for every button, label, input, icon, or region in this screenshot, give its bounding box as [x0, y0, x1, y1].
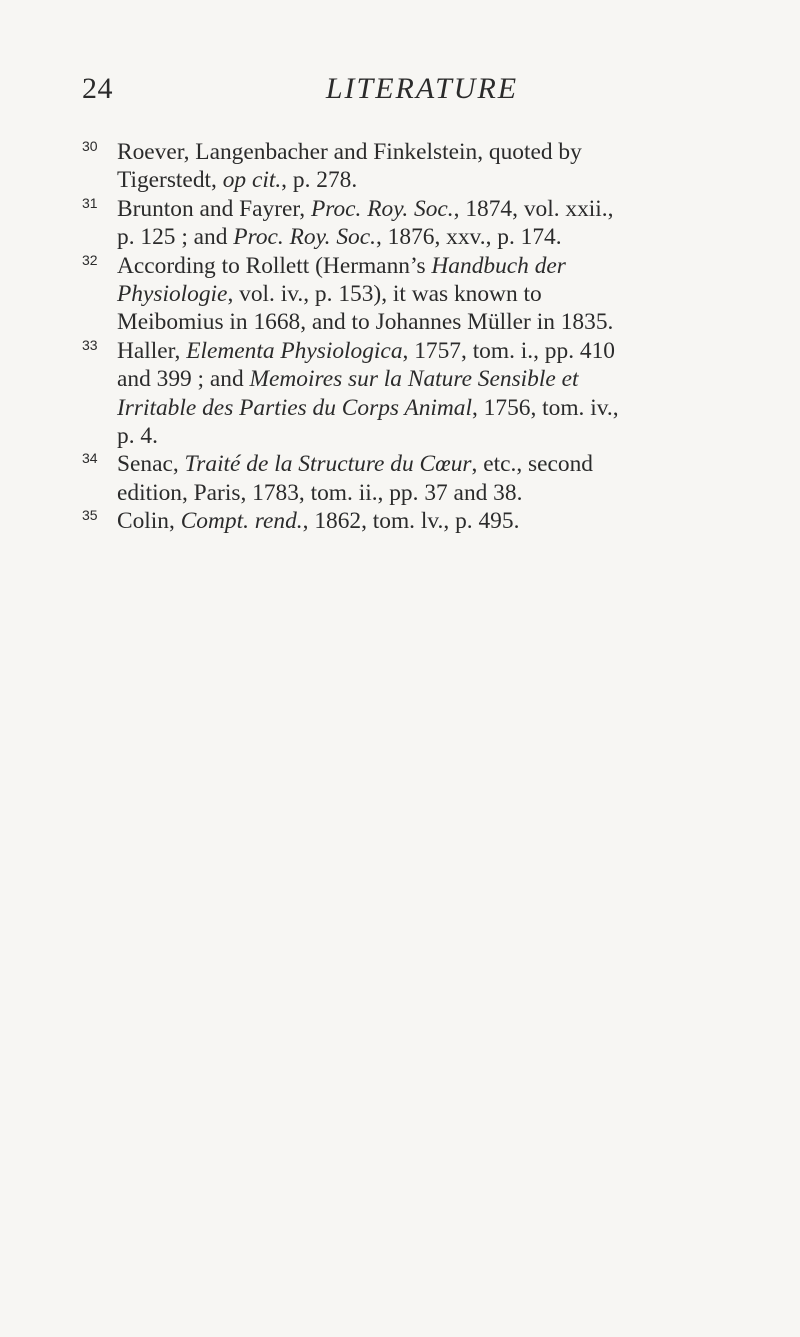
text-run: Colin, — [117, 508, 181, 535]
footnote-line — [117, 252, 732, 280]
text-run: p. 4. — [117, 423, 158, 450]
italic-title: Irritable des Parties du Corps Animal — [117, 394, 472, 421]
text-run: Meibomius in 1668, and to Johannes Müller in 1835. — [117, 309, 614, 336]
page-header — [82, 72, 722, 112]
text-run: , vol. iv., p. 153), it was known to — [227, 281, 542, 308]
text-run: Brunton and Fayrer, — [117, 195, 311, 222]
footnote-number: 31 — [82, 194, 98, 211]
italic-title: Handbuch der — [431, 252, 566, 279]
running-title: LITERATURE — [325, 72, 519, 105]
text-run: , p. 278. — [281, 167, 358, 194]
footnote-text — [117, 195, 732, 252]
footnote-line — [117, 450, 732, 478]
footnote — [82, 195, 732, 252]
footnote-number: 30 — [82, 138, 98, 154]
footnote-list — [82, 138, 732, 536]
text-run: , 1874, vol. xxii., — [453, 195, 614, 222]
italic-title: Proc. Roy. Soc. — [233, 224, 376, 251]
footnote — [82, 138, 732, 195]
footnote-line — [117, 195, 732, 223]
footnote-text — [117, 450, 732, 507]
footnote-line — [117, 479, 732, 507]
text-run: , etc., second — [471, 451, 593, 478]
page-number: 24 — [82, 72, 113, 105]
footnote-number: 33 — [82, 336, 98, 353]
footnote-text — [117, 337, 732, 451]
text-run: edition, Paris, 1783, tom. ii., pp. 37 and 38. — [117, 479, 523, 506]
footnote-number: 32 — [82, 251, 98, 268]
italic-title: op cit. — [222, 167, 282, 194]
footnote-line — [117, 138, 732, 166]
text-run: Roever, Langenbacher and Finkelstein, quoted by — [117, 139, 582, 165]
footnote-line — [117, 365, 732, 393]
text-run: , 1862, tom. lv., p. 495. — [302, 508, 520, 535]
italic-title: Elementa Physiologica — [186, 337, 403, 364]
footnote — [82, 252, 732, 337]
footnote-line — [117, 308, 732, 336]
footnote-line — [117, 507, 732, 535]
footnote-text — [117, 252, 732, 337]
italic-title: Traité de la Structure du Cœur — [184, 451, 472, 478]
footnote — [82, 337, 732, 451]
text-run: Tigerstedt, — [117, 167, 223, 194]
text-run: Senac, — [117, 451, 185, 478]
text-run: p. 125 ; and — [117, 224, 234, 251]
footnote — [82, 450, 732, 507]
text-run: and 399 ; and — [117, 366, 250, 393]
italic-title: Memoires sur la Nature Sensible et — [249, 366, 579, 393]
footnote-line — [117, 280, 732, 308]
text-run: , 1756, tom. iv., — [471, 394, 619, 421]
footnote-number: 35 — [82, 507, 98, 524]
italic-title: Physiologie — [117, 281, 228, 308]
text-run: Haller, — [117, 337, 187, 364]
footnote-line — [117, 422, 732, 450]
text-run: , 1757, tom. i., pp. 410 — [402, 337, 615, 364]
footnote-number: 34 — [82, 450, 98, 467]
footnote-line — [117, 394, 732, 422]
text-run: According to Rollett (Hermann’s — [117, 252, 432, 279]
italic-title: Compt. rend. — [180, 508, 303, 535]
footnote-text — [117, 138, 732, 195]
footnote-line — [117, 223, 732, 251]
footnote-text — [117, 507, 732, 535]
footnote-line — [117, 166, 732, 194]
footnote — [82, 507, 732, 535]
footnote-line — [117, 337, 732, 365]
italic-title: Proc. Roy. Soc. — [310, 195, 454, 222]
text-run: , 1876, xxv., p. 174. — [375, 224, 562, 251]
